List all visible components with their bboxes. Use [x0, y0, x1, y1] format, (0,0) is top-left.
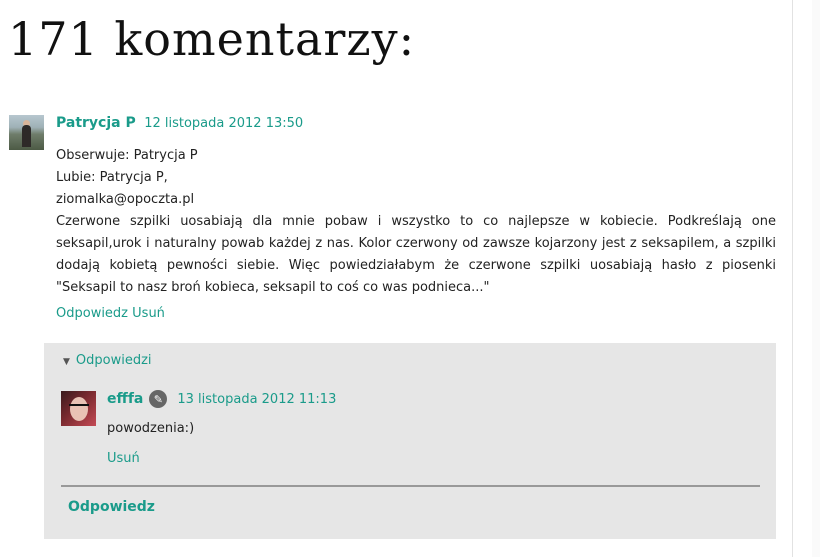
- reply-text: powodzenia:): [107, 421, 195, 436]
- delete-link[interactable]: Usuń: [132, 306, 165, 321]
- reply-header: [107, 390, 336, 408]
- replies-toggle-label: Odpowiedzi: [75, 353, 152, 368]
- reply-delete-link[interactable]: Usuń: [107, 451, 140, 466]
- comment-paragraph: Czerwone szpilki uosabiają dla mnie pobaw i wszystko to co najlepsze w kobiecie. Podkreślają one seksapil,urok i naturalny powab każdej z nas. Kolor czerwony od zawsze kojarzony jest z seksapilem, a szpilki dodają kobietą pewności siebie. Więc powiedziałabym że czerwone szpilki uosabiają hasło z piosenki "Seksapil to nasz broń kobieca, seksapil to coś co was podnieca...": [56, 214, 776, 295]
- sidebar-divider: [792, 0, 793, 557]
- comments-count-heading: 171 komentarzy:: [8, 12, 416, 66]
- comment-line: Obserwuje: Patrycja P: [56, 148, 198, 163]
- triangle-down-icon: ▼: [63, 357, 70, 367]
- comment-timestamp-link[interactable]: 12 listopada 2012 13:50: [144, 116, 304, 131]
- pencil-icon: ✎: [149, 390, 167, 408]
- replies-toggle[interactable]: [63, 353, 152, 368]
- avatar-figure: [22, 125, 31, 147]
- reply-author-link[interactable]: efffa: [107, 391, 144, 407]
- replies-thread: [44, 343, 776, 539]
- thread-divider: [61, 485, 760, 487]
- comment-line: ziomalka@opoczta.pl: [56, 192, 195, 207]
- thread-reply-button[interactable]: Odpowiedz: [68, 499, 155, 515]
- comment-body: [56, 145, 776, 299]
- reply-link[interactable]: Odpowiedz: [56, 306, 129, 321]
- reply-timestamp-link[interactable]: 13 listopada 2012 11:13: [177, 391, 337, 407]
- comment-author-link[interactable]: Patrycja P: [56, 115, 136, 131]
- comment-actions: [56, 306, 165, 321]
- commenter-avatar[interactable]: [9, 115, 44, 150]
- avatar-glasses: [69, 404, 89, 411]
- comment-header: [56, 115, 303, 131]
- sidebar-edge: [812, 0, 820, 557]
- comment-line: Lubie: Patrycja P,: [56, 170, 168, 185]
- reply-author-avatar[interactable]: [61, 391, 96, 426]
